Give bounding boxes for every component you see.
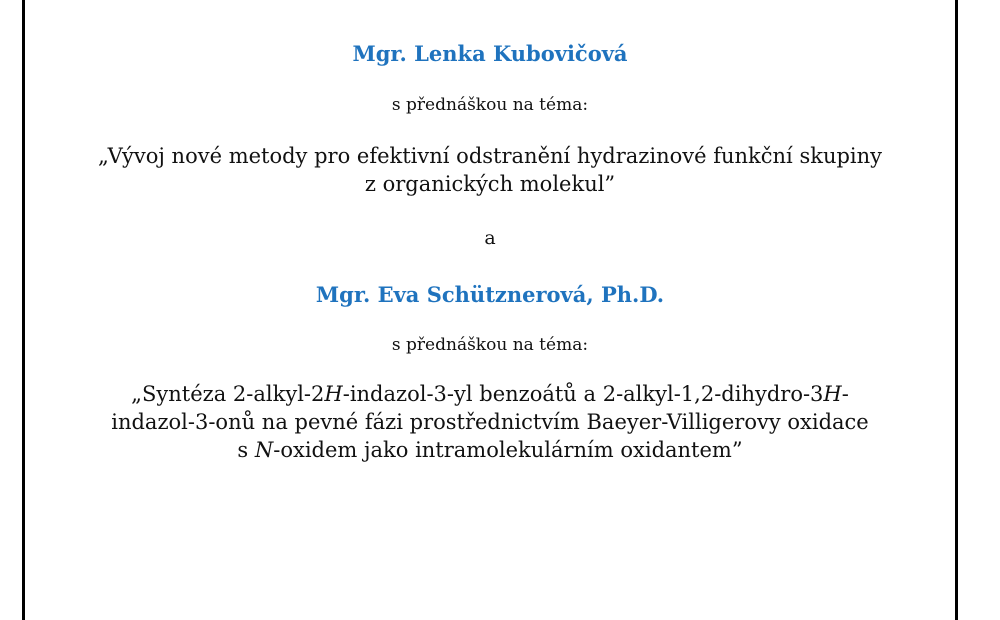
talk-2-line-1-part-3: - (841, 382, 849, 406)
talk-2-title-line-2: indazol-3-onů na pevné fázi prostřednictvím Baeyer-Villigerovy oxidace (111, 410, 869, 434)
talk-2-line-3-part-1: s (237, 438, 255, 462)
speaker-1-name: Mgr. Lenka Kubovičová (352, 41, 628, 66)
speaker-1-intro: s přednáškou na téma: (391, 95, 589, 115)
talk-2-line-1-part-2: -indazol-3-yl benzoátů a 2-alkyl-1,2-dihydro-3 (342, 382, 824, 406)
speaker-2-talk-title (25, 380, 955, 464)
conjunction: a (484, 227, 496, 249)
talk-1-title-line-2: z organických molekul” (364, 172, 616, 196)
talk-2-line-1-part-1: „Syntéza 2-alkyl-2 (131, 382, 325, 406)
talk-2-line-1-italic-h-1: H (324, 382, 343, 406)
talk-2-line-3-italic-n: N (254, 438, 274, 462)
talk-2-title-line-1 (25, 380, 955, 408)
talk-1-title-line-1: „Vývoj nové metody pro efektivní odstranění hydrazinové funkční skupiny (97, 144, 883, 168)
talk-2-title-line-3 (25, 436, 955, 464)
talk-2-line-3-part-2: -oxidem jako intramolekulárním oxidantem” (273, 438, 743, 462)
talk-2-line-1-italic-h-2: H (823, 382, 842, 406)
page-border (22, 0, 958, 620)
speaker-1-talk-title (25, 142, 955, 198)
speaker-2-intro: s přednáškou na téma: (391, 335, 589, 355)
speaker-2-name: Mgr. Eva Schütznerová, Ph.D. (315, 282, 665, 307)
